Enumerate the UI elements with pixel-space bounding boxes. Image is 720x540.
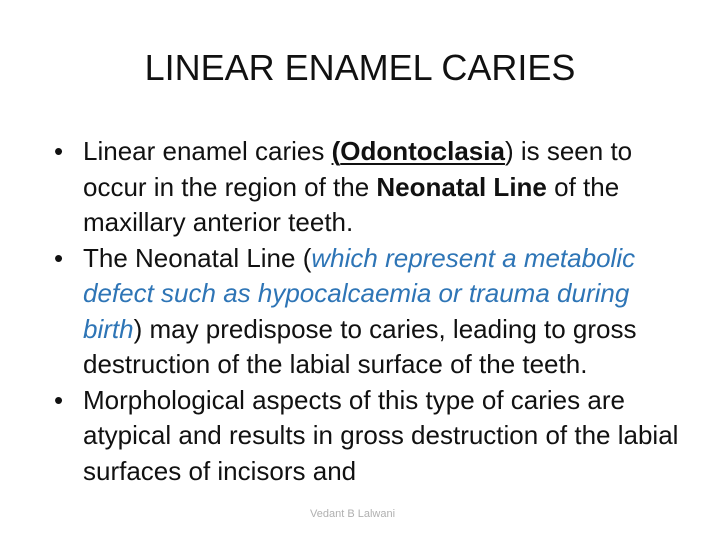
bullet-text-paren-open: ( bbox=[331, 136, 341, 166]
bullet-dot-icon: • bbox=[54, 242, 64, 273]
bullet-text: Morphological aspects of this type of caries are atypical and results in gross destruction of the labial surfaces of bbox=[83, 384, 679, 486]
bullet-highlight-explanation: which represent a metabolic defect such as hypocalcaemia or trauma during birth bbox=[83, 242, 636, 344]
bullet-text: incisors and bbox=[217, 455, 357, 486]
bullet-dot-icon: • bbox=[54, 136, 64, 166]
bullet-term-odontoclasia: Odontoclasia bbox=[340, 136, 505, 166]
bullet-text: The Neonatal Line ( bbox=[83, 242, 312, 273]
bullet-dot-icon: • bbox=[54, 384, 64, 415]
bullet-list bbox=[54, 134, 694, 489]
bullet-text: Linear enamel caries bbox=[83, 136, 332, 166]
watermark: Vedant B Lalwani bbox=[310, 508, 396, 520]
slide-title: LINEAR ENAMEL CARIES bbox=[144, 47, 576, 88]
bullet-text: ) may predispose to caries, leading to gross destruction of the labial surface of the teeth. bbox=[83, 313, 637, 379]
bullet-text: of the maxillary anterior teeth. bbox=[83, 171, 620, 237]
bullet-term-neonatal-line: Neonatal Line bbox=[376, 171, 547, 202]
bullet-item-odontoclasia bbox=[54, 134, 694, 241]
bullet-item-neonatal-line bbox=[54, 241, 694, 383]
bullet-item-morphology bbox=[54, 383, 694, 490]
bullet-text: ) is seen to occur in the region of the bbox=[83, 136, 633, 202]
